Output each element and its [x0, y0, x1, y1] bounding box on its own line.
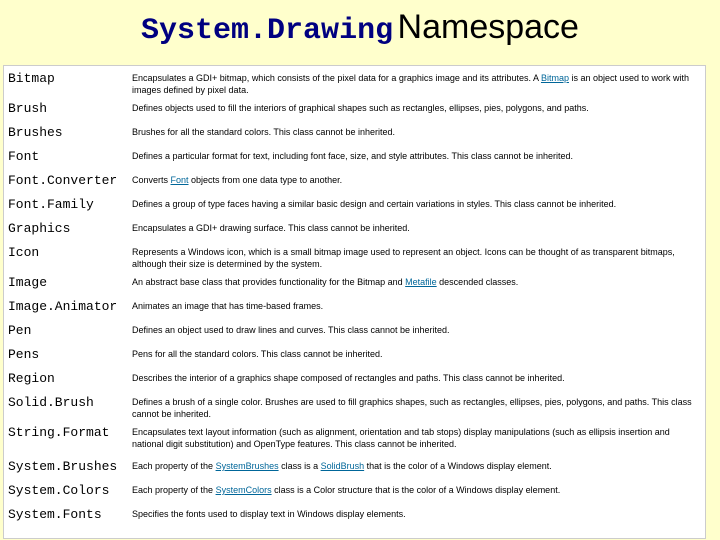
description-text: Defines a particular format for text, including font face, size, and style attributes. This class cannot be inherited. [132, 151, 574, 161]
class-description [132, 222, 698, 234]
class-name: System.Fonts [8, 507, 102, 522]
description-text: Animates an image that has time-based frames. [132, 301, 324, 311]
class-description [132, 150, 698, 162]
description-text: descended classes. [436, 277, 519, 287]
class-name: System.Colors [8, 483, 110, 498]
class-link[interactable]: Bitmap [540, 73, 569, 83]
class-name: Font [8, 149, 40, 164]
class-description [132, 174, 698, 186]
description-text: Each property of the [132, 485, 216, 495]
class-description [132, 246, 698, 270]
description-text: Specifies the fonts used to display text in Windows display elements. [132, 509, 406, 519]
class-link[interactable]: Font [170, 175, 189, 185]
class-name: Font.Converter [8, 173, 118, 188]
description-text: Encapsulates a GDI+ bitmap, which consists of the pixel data for a graphics image and its attributes. A [132, 73, 541, 83]
class-name: String.Format [8, 425, 110, 440]
description-text: Encapsulates a GDI+ drawing surface. This class cannot be inherited. [132, 223, 410, 233]
class-name: System.Brushes [8, 459, 118, 474]
description-text: Pens for all the standard colors. This class cannot be inherited. [132, 349, 383, 359]
description-text: class is a Color structure that is the color of a Windows display element. [271, 485, 561, 495]
class-link[interactable]: Metafile [405, 277, 437, 287]
page-title-namespace: System.Drawing [141, 14, 394, 48]
description-text: that is the color of a Windows display element. [364, 461, 552, 471]
description-text: Defines an object used to draw lines and curves. This class cannot be inherited. [132, 325, 450, 335]
description-text: class is a [278, 461, 321, 471]
page-title-label: Namespace [397, 8, 579, 46]
class-link[interactable]: SystemColors [215, 485, 272, 495]
class-name: Icon [8, 245, 40, 260]
description-text: Defines objects used to fill the interiors of graphical shapes such as rectangles, ellipses, pies, polygons, and paths. [132, 103, 589, 113]
class-name: Region [8, 371, 55, 386]
class-description [132, 372, 698, 384]
description-text: objects from one data type to another. [188, 175, 343, 185]
class-description [132, 484, 698, 496]
class-name: Image [8, 275, 48, 290]
description-text: Represents a Windows icon, which is a small bitmap image used to represent an object. Icons can be thought of as transparent bitmaps, although their size is determined by the system. [132, 247, 675, 269]
class-description [132, 324, 698, 336]
class-name: Brushes [8, 125, 63, 140]
class-link[interactable]: SolidBrush [320, 461, 365, 471]
description-text: An abstract base class that provides functionality for the Bitmap and [132, 277, 406, 287]
class-link[interactable]: SystemBrushes [215, 461, 279, 471]
class-name: Font.Family [8, 197, 94, 212]
class-name: Solid.Brush [8, 395, 94, 410]
description-text: is an object used to work with images defined by pixel data. [132, 73, 690, 95]
class-name: Graphics [8, 221, 71, 236]
class-name: Pen [8, 323, 32, 338]
class-name: Image.Animator [8, 299, 118, 314]
class-description [132, 300, 698, 312]
description-text: Brushes for all the standard colors. This class cannot be inherited. [132, 127, 395, 137]
class-name: Brush [8, 101, 48, 116]
class-name: Pens [8, 347, 40, 362]
class-name: Bitmap [8, 71, 55, 86]
page-title [0, 8, 720, 48]
class-description [132, 426, 698, 450]
class-description [132, 102, 698, 114]
description-text: Encapsulates text layout information (such as alignment, orientation and tab stops) display manipulations (such as ellipsis insertion and national digit substitution) and OpenType features. This class cannot be inherited. [132, 427, 670, 449]
class-table [3, 65, 706, 539]
description-text: Describes the interior of a graphics shape composed of rectangles and paths. This class cannot be inherited. [132, 373, 565, 383]
description-text: Each property of the [132, 461, 216, 471]
class-description [132, 276, 698, 288]
class-description [132, 198, 698, 210]
class-description [132, 348, 698, 360]
class-description [132, 460, 698, 472]
description-text: Defines a brush of a single color. Brushes are used to fill graphics shapes, such as rectangles, ellipses, pies, polygons, and paths. This class cannot be inherited. [132, 397, 692, 419]
class-description [132, 396, 698, 420]
description-text: Defines a group of type faces having a similar basic design and certain variations in styles. This class cannot be inherited. [132, 199, 617, 209]
class-description [132, 508, 698, 520]
class-description [132, 126, 698, 138]
class-description [132, 72, 698, 96]
description-text: Converts [132, 175, 171, 185]
